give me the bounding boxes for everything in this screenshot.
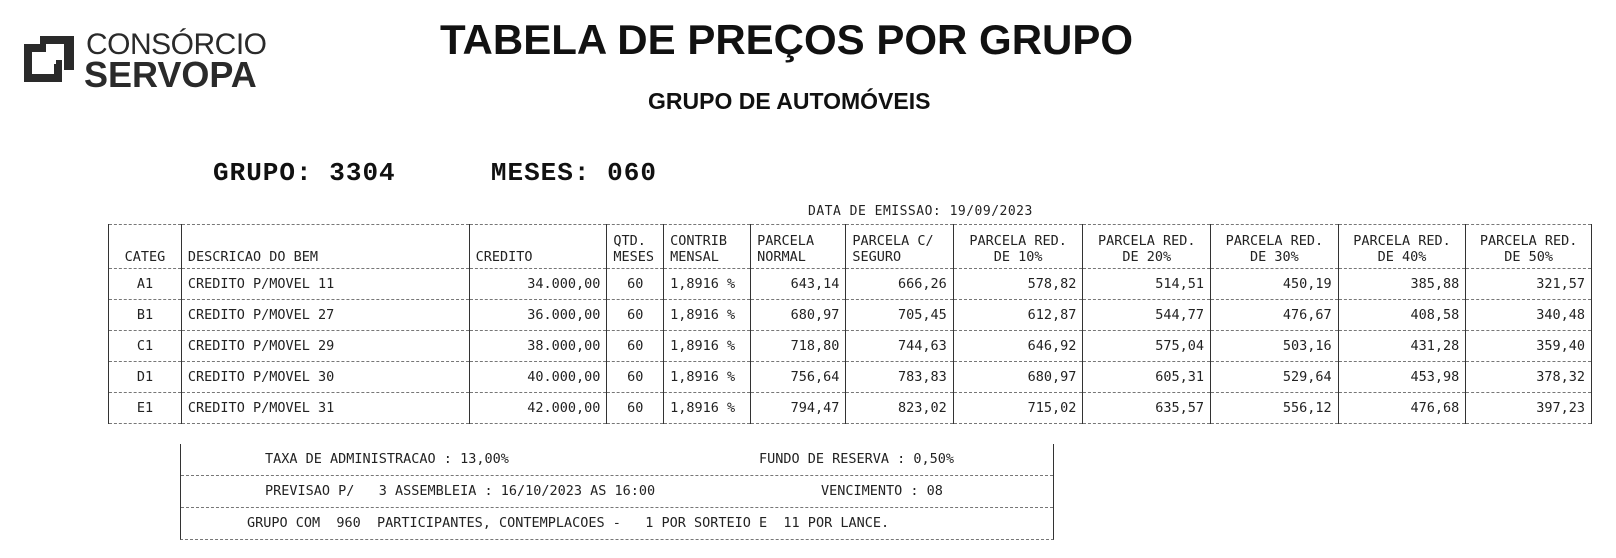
cell-red-20: 575,04 bbox=[1083, 331, 1211, 362]
cell-red-10: 646,92 bbox=[953, 331, 1083, 362]
col-header-descricao: DESCRICAO DO BEM bbox=[181, 225, 469, 269]
cell-credito: 38.000,00 bbox=[469, 331, 607, 362]
cell-red-30: 476,67 bbox=[1211, 300, 1339, 331]
col-header-parcela-seguro: PARCELA C/ SEGURO bbox=[846, 225, 953, 269]
consorcio-servopa-logo bbox=[20, 28, 270, 98]
cell-contrib: 1,8916 % bbox=[664, 269, 751, 300]
col-header-red-40: PARCELA RED. DE 40% bbox=[1338, 225, 1466, 269]
cell-red-10: 578,82 bbox=[953, 269, 1083, 300]
cell-credito: 42.000,00 bbox=[469, 393, 607, 424]
grupo-label: GRUPO: bbox=[213, 158, 313, 188]
meses-label: MESES: bbox=[490, 158, 591, 188]
cell-categ: E1 bbox=[109, 393, 182, 424]
cell-contrib: 1,8916 % bbox=[664, 362, 751, 393]
cell-red-30: 450,19 bbox=[1211, 269, 1339, 300]
servopa-logo-icon bbox=[20, 32, 78, 92]
previsao-assembleia: PREVISAO P/ 3 ASSEMBLEIA : 16/10/2023 AS 16:00 bbox=[265, 483, 656, 499]
cell-red-50: 359,40 bbox=[1466, 331, 1592, 362]
cell-red-40: 431,28 bbox=[1338, 331, 1466, 362]
cell-qtd-meses: 60 bbox=[607, 393, 664, 424]
cell-qtd-meses: 60 bbox=[607, 300, 664, 331]
cell-parcela-normal: 718,80 bbox=[751, 331, 846, 362]
cell-parcela-normal: 756,64 bbox=[751, 362, 846, 393]
cell-parcela-normal: 794,47 bbox=[751, 393, 846, 424]
emissao-value: 19/09/2023 bbox=[949, 204, 1033, 219]
cell-parcela-seguro: 744,63 bbox=[846, 331, 953, 362]
col-header-red-50: PARCELA RED. DE 50% bbox=[1466, 225, 1592, 269]
cell-red-40: 408,58 bbox=[1338, 300, 1466, 331]
col-header-red-30: PARCELA RED. DE 30% bbox=[1211, 225, 1339, 269]
info-row-previsao bbox=[181, 476, 1053, 508]
cell-parcela-normal: 643,14 bbox=[751, 269, 846, 300]
cell-parcela-seguro: 783,83 bbox=[846, 362, 953, 393]
cell-red-10: 680,97 bbox=[953, 362, 1083, 393]
emissao-label: DATA DE EMISSAO: bbox=[808, 204, 942, 219]
cell-red-50: 397,23 bbox=[1466, 393, 1592, 424]
col-header-contrib: CONTRIB MENSAL bbox=[664, 225, 751, 269]
page-subtitle: GRUPO DE AUTOMÓVEIS bbox=[648, 88, 931, 114]
fundo-reserva: FUNDO DE RESERVA : 0,50% bbox=[759, 451, 955, 467]
cell-red-30: 503,16 bbox=[1211, 331, 1339, 362]
grupo-value: 3304 bbox=[329, 158, 396, 188]
cell-red-30: 556,12 bbox=[1211, 393, 1339, 424]
meses-value: 060 bbox=[607, 158, 657, 188]
cell-red-20: 544,77 bbox=[1083, 300, 1211, 331]
cell-red-50: 378,32 bbox=[1466, 362, 1592, 393]
cell-parcela-normal: 680,97 bbox=[751, 300, 846, 331]
cell-credito: 34.000,00 bbox=[469, 269, 607, 300]
cell-categ: D1 bbox=[109, 362, 182, 393]
cell-qtd-meses: 60 bbox=[607, 362, 664, 393]
cell-red-10: 612,87 bbox=[953, 300, 1083, 331]
cell-credito: 36.000,00 bbox=[469, 300, 607, 331]
cell-red-20: 514,51 bbox=[1083, 269, 1211, 300]
cell-parcela-seguro: 666,26 bbox=[846, 269, 953, 300]
cell-red-20: 635,57 bbox=[1083, 393, 1211, 424]
cell-contrib: 1,8916 % bbox=[664, 393, 751, 424]
cell-qtd-meses: 60 bbox=[607, 331, 664, 362]
cell-descricao: CREDITO P/MOVEL 11 bbox=[181, 269, 469, 300]
col-header-red-20: PARCELA RED. DE 20% bbox=[1083, 225, 1211, 269]
logo-text-servopa: SERVOPA bbox=[84, 54, 257, 95]
cell-red-20: 605,31 bbox=[1083, 362, 1211, 393]
col-header-parcela-normal: PARCELA NORMAL bbox=[751, 225, 846, 269]
cell-qtd-meses: 60 bbox=[607, 269, 664, 300]
cell-parcela-seguro: 705,45 bbox=[846, 300, 953, 331]
cell-descricao: CREDITO P/MOVEL 27 bbox=[181, 300, 469, 331]
grupo-participantes: GRUPO COM 960 PARTICIPANTES, CONTEMPLACOES - 1 POR SORTEIO E 11 POR LANCE. bbox=[247, 515, 890, 531]
table-row bbox=[109, 331, 1592, 362]
cell-red-50: 340,48 bbox=[1466, 300, 1592, 331]
table-header-row bbox=[109, 225, 1592, 269]
cell-credito: 40.000,00 bbox=[469, 362, 607, 393]
page-title: TABELA DE PREÇOS POR GRUPO bbox=[440, 16, 1134, 63]
cell-parcela-seguro: 823,02 bbox=[846, 393, 953, 424]
col-header-red-10: PARCELA RED. DE 10% bbox=[953, 225, 1083, 269]
grupo-meses-line bbox=[213, 158, 657, 188]
info-row-participantes bbox=[181, 508, 1053, 539]
price-table bbox=[108, 224, 1592, 424]
table-row bbox=[109, 393, 1592, 424]
cell-contrib: 1,8916 % bbox=[664, 331, 751, 362]
cell-descricao: CREDITO P/MOVEL 30 bbox=[181, 362, 469, 393]
cell-contrib: 1,8916 % bbox=[664, 300, 751, 331]
cell-red-40: 385,88 bbox=[1338, 269, 1466, 300]
col-header-credito: CREDITO bbox=[469, 225, 607, 269]
col-header-categ: CATEG bbox=[109, 225, 182, 269]
taxa-administracao: TAXA DE ADMINISTRACAO : 13,00% bbox=[265, 451, 509, 467]
cell-red-50: 321,57 bbox=[1466, 269, 1592, 300]
logo-text-consorcio: CONSÓRCIO bbox=[86, 28, 267, 61]
table-row bbox=[109, 300, 1592, 331]
col-header-qtd-meses: QTD. MESES bbox=[607, 225, 664, 269]
cell-descricao: CREDITO P/MOVEL 29 bbox=[181, 331, 469, 362]
data-emissao bbox=[808, 204, 1033, 219]
cell-categ: B1 bbox=[109, 300, 182, 331]
table-row bbox=[109, 362, 1592, 393]
vencimento: VENCIMENTO : 08 bbox=[821, 483, 943, 499]
cell-red-40: 476,68 bbox=[1338, 393, 1466, 424]
cell-red-30: 529,64 bbox=[1211, 362, 1339, 393]
cell-categ: C1 bbox=[109, 331, 182, 362]
cell-descricao: CREDITO P/MOVEL 31 bbox=[181, 393, 469, 424]
info-row-taxa bbox=[181, 444, 1053, 476]
group-info-box bbox=[180, 444, 1054, 540]
table-row bbox=[109, 269, 1592, 300]
cell-red-10: 715,02 bbox=[953, 393, 1083, 424]
cell-categ: A1 bbox=[109, 269, 182, 300]
cell-red-40: 453,98 bbox=[1338, 362, 1466, 393]
